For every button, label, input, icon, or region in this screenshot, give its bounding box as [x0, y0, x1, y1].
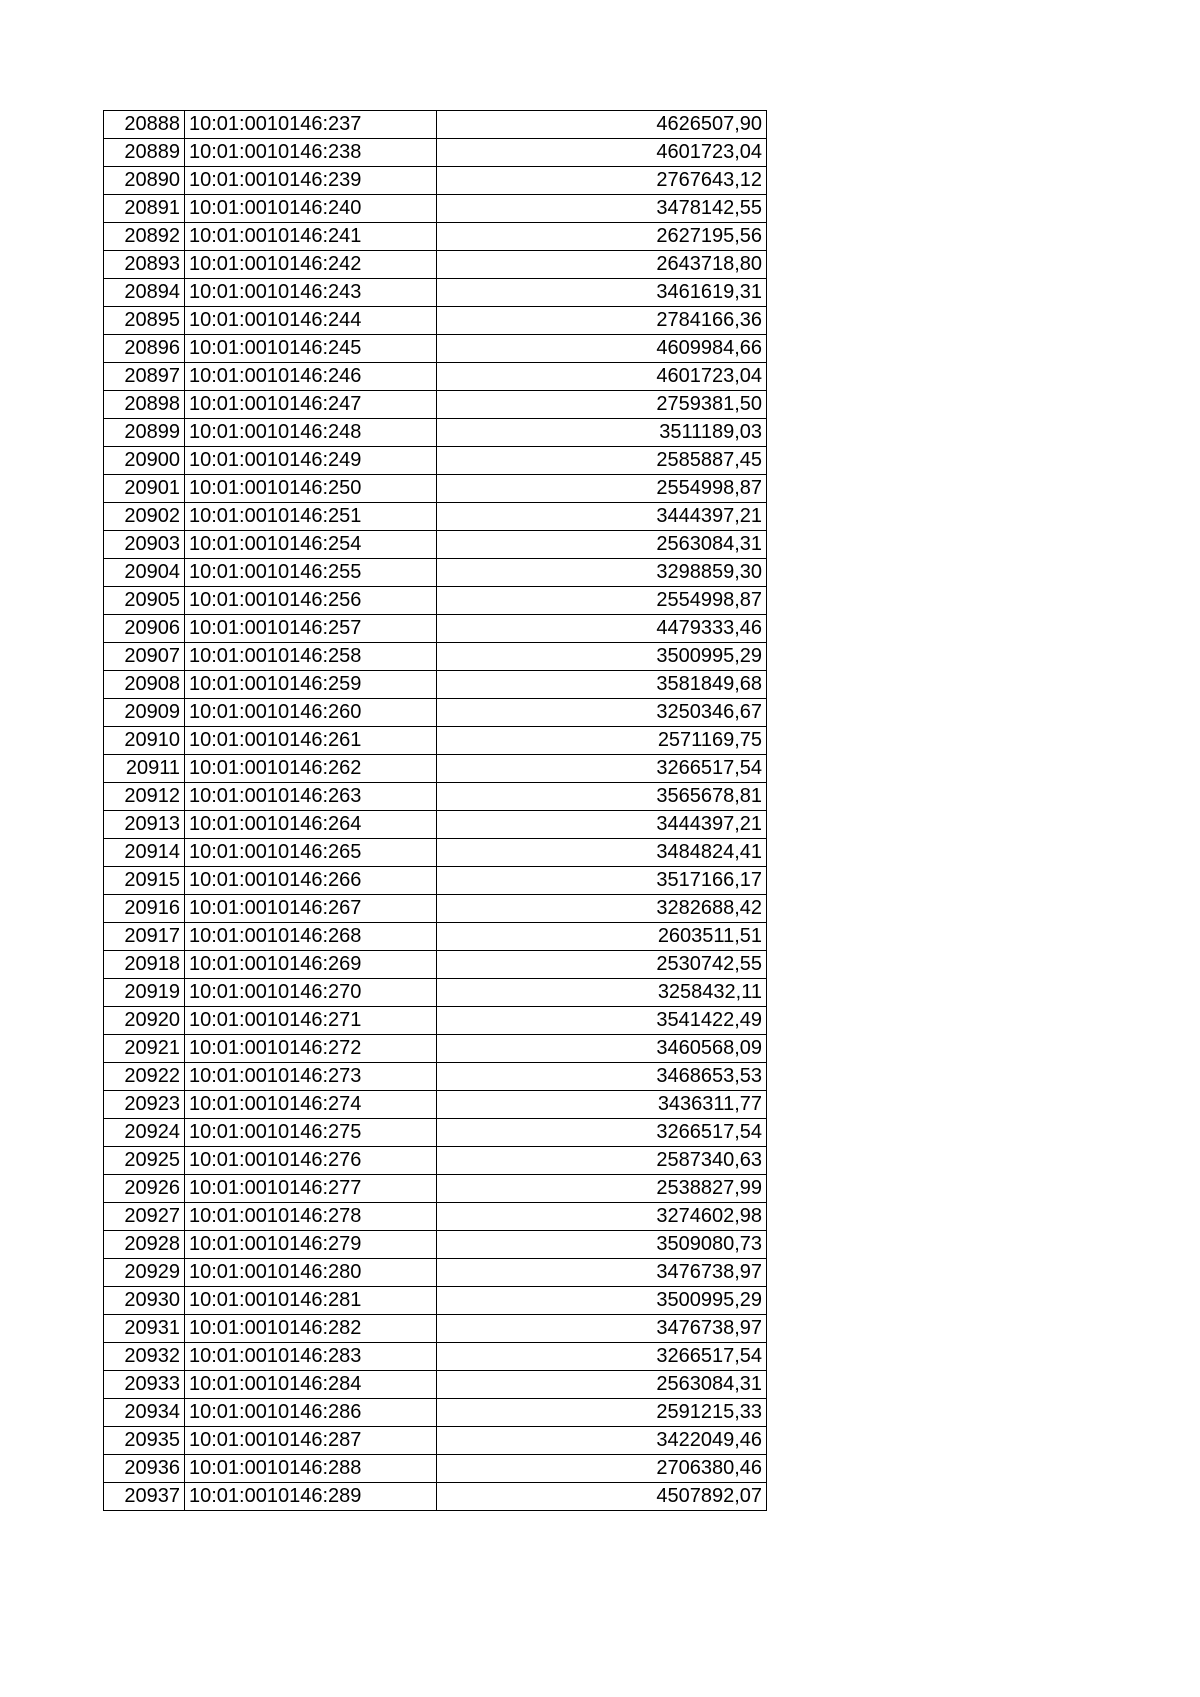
- row-number-cell: 20892: [104, 223, 185, 251]
- table-row: [104, 447, 767, 475]
- cadastral-number-cell: 10:01:0010146:271: [185, 1007, 437, 1035]
- table-row: [104, 1175, 767, 1203]
- row-number-cell: 20924: [104, 1119, 185, 1147]
- table-row: [104, 1231, 767, 1259]
- row-number-cell: 20925: [104, 1147, 185, 1175]
- row-number-cell: 20922: [104, 1063, 185, 1091]
- row-number-cell: 20914: [104, 839, 185, 867]
- cadastral-value-cell: 2571169,75: [437, 727, 767, 755]
- row-number-cell: 20903: [104, 531, 185, 559]
- table-row: [104, 195, 767, 223]
- cadastral-number-cell: 10:01:0010146:288: [185, 1455, 437, 1483]
- row-number-cell: 20923: [104, 1091, 185, 1119]
- cadastral-number-cell: 10:01:0010146:247: [185, 391, 437, 419]
- table-row: [104, 1287, 767, 1315]
- cadastral-value-cell: 2767643,12: [437, 167, 767, 195]
- cadastral-value-cell: 4479333,46: [437, 615, 767, 643]
- table-row: [104, 503, 767, 531]
- cadastral-number-cell: 10:01:0010146:248: [185, 419, 437, 447]
- cadastral-value-cell: 4601723,04: [437, 139, 767, 167]
- cadastral-value-cell: 2554998,87: [437, 475, 767, 503]
- cadastral-number-cell: 10:01:0010146:261: [185, 727, 437, 755]
- cadastral-value-cell: 3274602,98: [437, 1203, 767, 1231]
- table-row: [104, 895, 767, 923]
- cadastral-value-cell: 2759381,50: [437, 391, 767, 419]
- cadastral-number-cell: 10:01:0010146:250: [185, 475, 437, 503]
- table-row: [104, 923, 767, 951]
- table-row: [104, 1203, 767, 1231]
- cadastral-number-cell: 10:01:0010146:287: [185, 1427, 437, 1455]
- row-number-cell: 20893: [104, 251, 185, 279]
- cadastral-number-cell: 10:01:0010146:289: [185, 1483, 437, 1511]
- cadastral-value-cell: 3581849,68: [437, 671, 767, 699]
- cadastral-value-cell: 2585887,45: [437, 447, 767, 475]
- table-row: [104, 139, 767, 167]
- table-row: [104, 699, 767, 727]
- row-number-cell: 20899: [104, 419, 185, 447]
- cadastral-number-cell: 10:01:0010146:283: [185, 1343, 437, 1371]
- table-row: [104, 783, 767, 811]
- cadastral-number-cell: 10:01:0010146:260: [185, 699, 437, 727]
- table-row: [104, 1315, 767, 1343]
- table-row: [104, 643, 767, 671]
- cadastral-number-cell: 10:01:0010146:281: [185, 1287, 437, 1315]
- cadastral-value-cell: 2587340,63: [437, 1147, 767, 1175]
- row-number-cell: 20895: [104, 307, 185, 335]
- cadastral-value-cell: 3500995,29: [437, 643, 767, 671]
- row-number-cell: 20902: [104, 503, 185, 531]
- row-number-cell: 20896: [104, 335, 185, 363]
- cadastral-number-cell: 10:01:0010146:263: [185, 783, 437, 811]
- cadastral-value-cell: 2563084,31: [437, 531, 767, 559]
- cadastral-number-cell: 10:01:0010146:254: [185, 531, 437, 559]
- cadastral-number-cell: 10:01:0010146:280: [185, 1259, 437, 1287]
- cadastral-value-table: [103, 110, 767, 1511]
- table-row: [104, 979, 767, 1007]
- table-row: [104, 671, 767, 699]
- cadastral-value-cell: 3422049,46: [437, 1427, 767, 1455]
- cadastral-value-cell: 4601723,04: [437, 363, 767, 391]
- cadastral-number-cell: 10:01:0010146:284: [185, 1371, 437, 1399]
- table-row: [104, 307, 767, 335]
- cadastral-number-cell: 10:01:0010146:262: [185, 755, 437, 783]
- table-row: [104, 279, 767, 307]
- row-number-cell: 20936: [104, 1455, 185, 1483]
- row-number-cell: 20921: [104, 1035, 185, 1063]
- row-number-cell: 20931: [104, 1315, 185, 1343]
- cadastral-number-cell: 10:01:0010146:274: [185, 1091, 437, 1119]
- table-row: [104, 727, 767, 755]
- cadastral-value-cell: 2530742,55: [437, 951, 767, 979]
- row-number-cell: 20898: [104, 391, 185, 419]
- row-number-cell: 20932: [104, 1343, 185, 1371]
- table-row: [104, 1119, 767, 1147]
- row-number-cell: 20915: [104, 867, 185, 895]
- cadastral-value-cell: 3282688,42: [437, 895, 767, 923]
- table-row: [104, 1063, 767, 1091]
- table-row: [104, 223, 767, 251]
- cadastral-number-cell: 10:01:0010146:269: [185, 951, 437, 979]
- cadastral-value-cell: 3298859,30: [437, 559, 767, 587]
- cadastral-value-cell: 2603511,51: [437, 923, 767, 951]
- cadastral-value-cell: 3511189,03: [437, 419, 767, 447]
- row-number-cell: 20911: [104, 755, 185, 783]
- cadastral-number-cell: 10:01:0010146:275: [185, 1119, 437, 1147]
- table-row: [104, 811, 767, 839]
- cadastral-value-cell: 2643718,80: [437, 251, 767, 279]
- table-row: [104, 167, 767, 195]
- cadastral-number-cell: 10:01:0010146:246: [185, 363, 437, 391]
- cadastral-value-cell: 3444397,21: [437, 503, 767, 531]
- cadastral-value-cell: 4507892,07: [437, 1483, 767, 1511]
- cadastral-number-cell: 10:01:0010146:265: [185, 839, 437, 867]
- cadastral-value-cell: 2706380,46: [437, 1455, 767, 1483]
- table-body: [104, 111, 767, 1511]
- row-number-cell: 20937: [104, 1483, 185, 1511]
- cadastral-number-cell: 10:01:0010146:245: [185, 335, 437, 363]
- cadastral-value-cell: 3468653,53: [437, 1063, 767, 1091]
- row-number-cell: 20901: [104, 475, 185, 503]
- table-row: [104, 615, 767, 643]
- row-number-cell: 20926: [104, 1175, 185, 1203]
- cadastral-value-cell: 3565678,81: [437, 783, 767, 811]
- row-number-cell: 20913: [104, 811, 185, 839]
- cadastral-value-cell: 3509080,73: [437, 1231, 767, 1259]
- table-row: [104, 1399, 767, 1427]
- table-row: [104, 1007, 767, 1035]
- table-row: [104, 531, 767, 559]
- cadastral-number-cell: 10:01:0010146:267: [185, 895, 437, 923]
- row-number-cell: 20897: [104, 363, 185, 391]
- row-number-cell: 20920: [104, 1007, 185, 1035]
- row-number-cell: 20905: [104, 587, 185, 615]
- row-number-cell: 20908: [104, 671, 185, 699]
- table-row: [104, 1091, 767, 1119]
- cadastral-value-cell: 3478142,55: [437, 195, 767, 223]
- row-number-cell: 20927: [104, 1203, 185, 1231]
- cadastral-value-cell: 3541422,49: [437, 1007, 767, 1035]
- table-row: [104, 363, 767, 391]
- cadastral-number-cell: 10:01:0010146:249: [185, 447, 437, 475]
- cadastral-number-cell: 10:01:0010146:241: [185, 223, 437, 251]
- cadastral-value-cell: 3460568,09: [437, 1035, 767, 1063]
- row-number-cell: 20904: [104, 559, 185, 587]
- cadastral-value-cell: 4609984,66: [437, 335, 767, 363]
- cadastral-value-cell: 3266517,54: [437, 755, 767, 783]
- cadastral-value-cell: 2554998,87: [437, 587, 767, 615]
- row-number-cell: 20889: [104, 139, 185, 167]
- cadastral-number-cell: 10:01:0010146:243: [185, 279, 437, 307]
- cadastral-number-cell: 10:01:0010146:268: [185, 923, 437, 951]
- cadastral-value-cell: 3461619,31: [437, 279, 767, 307]
- table-row: [104, 1483, 767, 1511]
- table-row: [104, 1259, 767, 1287]
- table-row: [104, 251, 767, 279]
- row-number-cell: 20919: [104, 979, 185, 1007]
- cadastral-number-cell: 10:01:0010146:237: [185, 111, 437, 139]
- cadastral-number-cell: 10:01:0010146:264: [185, 811, 437, 839]
- cadastral-number-cell: 10:01:0010146:244: [185, 307, 437, 335]
- cadastral-number-cell: 10:01:0010146:273: [185, 1063, 437, 1091]
- row-number-cell: 20916: [104, 895, 185, 923]
- cadastral-value-cell: 3484824,41: [437, 839, 767, 867]
- row-number-cell: 20907: [104, 643, 185, 671]
- table-row: [104, 391, 767, 419]
- cadastral-value-cell: 3476738,97: [437, 1259, 767, 1287]
- table-row: [104, 587, 767, 615]
- row-number-cell: 20891: [104, 195, 185, 223]
- row-number-cell: 20890: [104, 167, 185, 195]
- row-number-cell: 20910: [104, 727, 185, 755]
- cadastral-value-cell: 2784166,36: [437, 307, 767, 335]
- cadastral-number-cell: 10:01:0010146:238: [185, 139, 437, 167]
- cadastral-number-cell: 10:01:0010146:266: [185, 867, 437, 895]
- table-row: [104, 419, 767, 447]
- cadastral-value-cell: 2627195,56: [437, 223, 767, 251]
- cadastral-number-cell: 10:01:0010146:277: [185, 1175, 437, 1203]
- table-row: [104, 335, 767, 363]
- cadastral-number-cell: 10:01:0010146:257: [185, 615, 437, 643]
- cadastral-value-cell: 3476738,97: [437, 1315, 767, 1343]
- cadastral-value-cell: 2591215,33: [437, 1399, 767, 1427]
- row-number-cell: 20929: [104, 1259, 185, 1287]
- cadastral-number-cell: 10:01:0010146:279: [185, 1231, 437, 1259]
- cadastral-number-cell: 10:01:0010146:282: [185, 1315, 437, 1343]
- table-row: [104, 475, 767, 503]
- cadastral-value-cell: 3258432,11: [437, 979, 767, 1007]
- table-row: [104, 951, 767, 979]
- table-row: [104, 1455, 767, 1483]
- row-number-cell: 20935: [104, 1427, 185, 1455]
- cadastral-number-cell: 10:01:0010146:276: [185, 1147, 437, 1175]
- cadastral-number-cell: 10:01:0010146:242: [185, 251, 437, 279]
- cadastral-value-cell: 3517166,17: [437, 867, 767, 895]
- cadastral-number-cell: 10:01:0010146:286: [185, 1399, 437, 1427]
- cadastral-value-cell: 3266517,54: [437, 1343, 767, 1371]
- row-number-cell: 20930: [104, 1287, 185, 1315]
- row-number-cell: 20906: [104, 615, 185, 643]
- table-row: [104, 1035, 767, 1063]
- cadastral-number-cell: 10:01:0010146:255: [185, 559, 437, 587]
- cadastral-value-cell: 3436311,77: [437, 1091, 767, 1119]
- cadastral-number-cell: 10:01:0010146:256: [185, 587, 437, 615]
- row-number-cell: 20917: [104, 923, 185, 951]
- table-row: [104, 559, 767, 587]
- row-number-cell: 20894: [104, 279, 185, 307]
- cadastral-value-cell: 2563084,31: [437, 1371, 767, 1399]
- cadastral-number-cell: 10:01:0010146:278: [185, 1203, 437, 1231]
- cadastral-value-cell: 3444397,21: [437, 811, 767, 839]
- row-number-cell: 20928: [104, 1231, 185, 1259]
- row-number-cell: 20888: [104, 111, 185, 139]
- cadastral-value-cell: 3250346,67: [437, 699, 767, 727]
- cadastral-value-cell: 4626507,90: [437, 111, 767, 139]
- row-number-cell: 20918: [104, 951, 185, 979]
- table-row: [104, 111, 767, 139]
- table-row: [104, 839, 767, 867]
- cadastral-number-cell: 10:01:0010146:258: [185, 643, 437, 671]
- row-number-cell: 20912: [104, 783, 185, 811]
- row-number-cell: 20909: [104, 699, 185, 727]
- row-number-cell: 20933: [104, 1371, 185, 1399]
- table-row: [104, 1371, 767, 1399]
- table-row: [104, 1147, 767, 1175]
- cadastral-number-cell: 10:01:0010146:240: [185, 195, 437, 223]
- cadastral-number-cell: 10:01:0010146:251: [185, 503, 437, 531]
- cadastral-number-cell: 10:01:0010146:270: [185, 979, 437, 1007]
- cadastral-number-cell: 10:01:0010146:272: [185, 1035, 437, 1063]
- cadastral-number-cell: 10:01:0010146:259: [185, 671, 437, 699]
- table-row: [104, 1427, 767, 1455]
- table-row: [104, 755, 767, 783]
- cadastral-value-cell: 3266517,54: [437, 1119, 767, 1147]
- table-row: [104, 867, 767, 895]
- cadastral-value-cell: 2538827,99: [437, 1175, 767, 1203]
- cadastral-number-cell: 10:01:0010146:239: [185, 167, 437, 195]
- row-number-cell: 20934: [104, 1399, 185, 1427]
- row-number-cell: 20900: [104, 447, 185, 475]
- cadastral-value-cell: 3500995,29: [437, 1287, 767, 1315]
- table-row: [104, 1343, 767, 1371]
